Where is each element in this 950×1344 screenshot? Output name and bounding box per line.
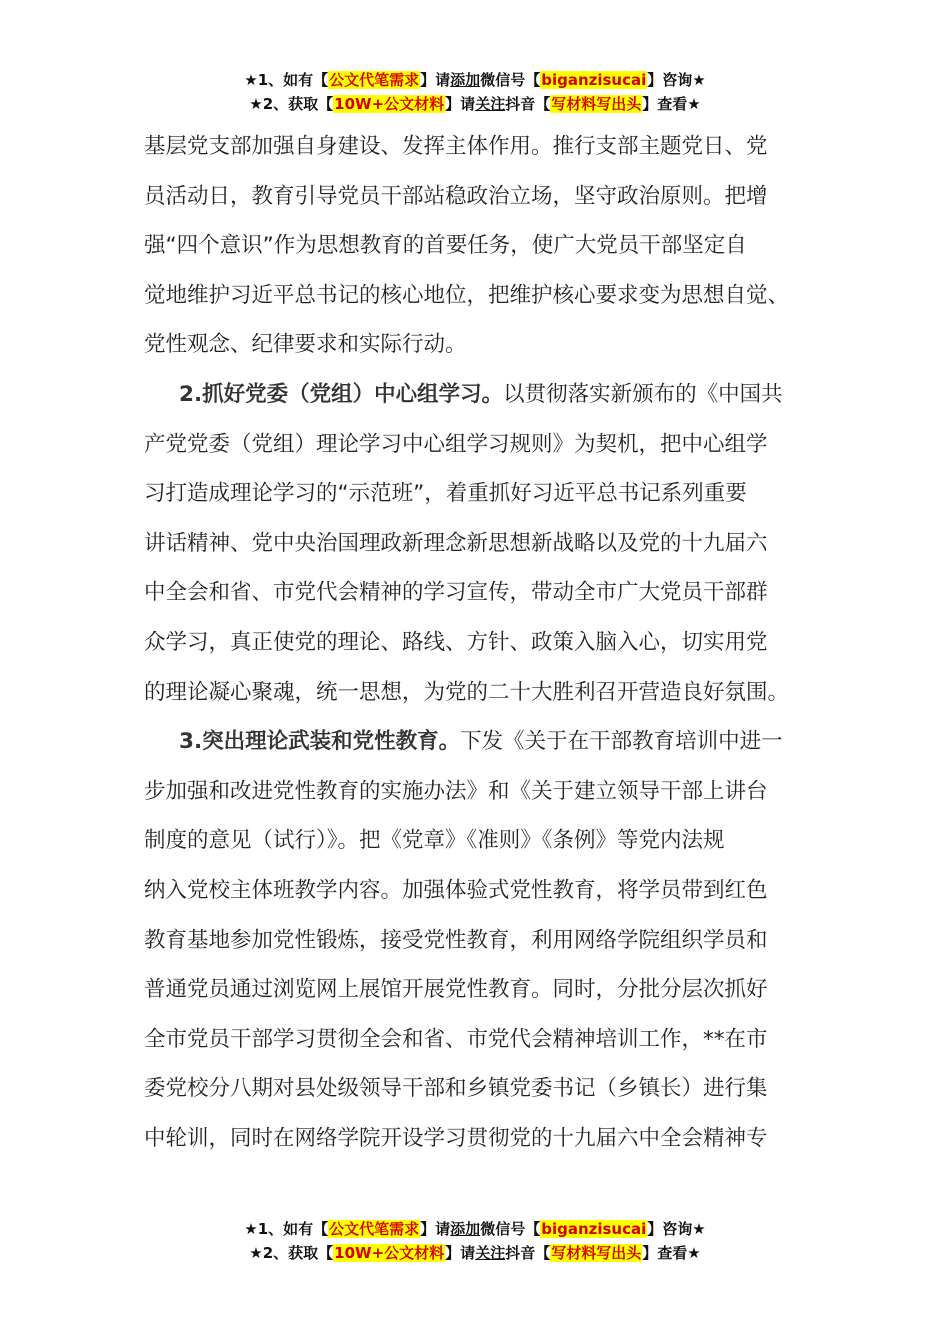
highlight-text: 公文代笔需求 (329, 1220, 420, 1238)
text-line: 制度的意见（试行）》。把《党章》《准则》《条例》等党内法规 (144, 828, 725, 854)
underlined-text: 关注 (475, 95, 506, 113)
paragraph-1 (144, 122, 814, 370)
star-icon: ★ (244, 1220, 258, 1238)
banner-text: 2、获取【 (262, 95, 334, 113)
banner-text: 】请 (445, 95, 476, 113)
text-line: 产党党委（党组）理论学习中心组学习规则》为契机，把中心组学 (144, 431, 768, 457)
star-icon: ★ (249, 1244, 263, 1262)
banner-text: 】咨询 (647, 71, 693, 89)
section-heading: 3.突出理论武装和党性教育。 (179, 729, 461, 755)
banner-text: 微信号【 (480, 71, 541, 89)
highlight-text: 公文代笔需求 (329, 71, 420, 89)
text-line: 中轮训，同时在网络学院开设学习贯彻党的十九届六中全会精神专 (144, 1125, 768, 1151)
header-banner (0, 68, 950, 116)
banner-text: 】请 (445, 1244, 476, 1262)
text-line (144, 717, 814, 767)
footer-banner-line-2 (0, 1241, 950, 1265)
paragraph-2 (144, 370, 814, 717)
star-icon: ★ (687, 1244, 701, 1262)
text-line: 习打造成理论学习的“示范班”，着重抓好习近平总书记系列重要 (144, 481, 747, 507)
highlight-text: 10W+公文材料 (334, 95, 445, 113)
star-icon: ★ (692, 1220, 706, 1238)
text-line: 的理论凝心聚魂，统一思想，为党的二十大胜利召开营造良好氛围。 (144, 679, 790, 705)
text-line: 讲话精神、党中央治国理政新理念新思想新战略以及党的十九届六 (144, 530, 768, 556)
text-line: 强“四个意识”作为思想教育的首要任务，使广大党员干部坚定自 (144, 233, 747, 259)
highlight-text: 10W+公文材料 (334, 1244, 445, 1262)
underlined-text: 添加 (450, 71, 481, 89)
text-line (144, 370, 814, 420)
text-run: 下发《关于在干部教育培训中进一 (460, 729, 783, 755)
underlined-text: 关注 (475, 1244, 506, 1262)
star-icon: ★ (687, 95, 701, 113)
banner-text: 】咨询 (647, 1220, 693, 1238)
banner-text: 】请 (420, 1220, 451, 1238)
text-line: 员活动日，教育引导党员干部站稳政治立场，坚守政治原则。把增 (144, 183, 768, 209)
text-line: 步加强和改进党性教育的实施办法》和《关于建立领导干部上讲台 (144, 778, 768, 804)
banner-text: 抖音【 (505, 1244, 551, 1262)
wechat-id: biganzisucai (541, 71, 647, 89)
star-icon: ★ (692, 71, 706, 89)
banner-text: 1、如有【 (257, 1220, 329, 1238)
banner-text: 】查看 (642, 1244, 688, 1262)
text-run: 以贯彻落实新颁布的《中国共 (503, 381, 783, 407)
header-banner-line-2 (0, 92, 950, 116)
banner-text: 微信号【 (480, 1220, 541, 1238)
banner-text: 】请 (420, 71, 451, 89)
text-line: 委党校分八期对县处级领导干部和乡镇党委书记（乡镇长）进行集 (144, 1076, 768, 1102)
text-line: 纳入党校主体班教学内容。加强体验式党性教育，将学员带到红色 (144, 877, 768, 903)
text-line: 全市党员干部学习贯彻全会和省、市党代会精神培训工作，**在市 (144, 1026, 768, 1052)
footer-banner (0, 1217, 950, 1265)
paragraph-3 (144, 717, 814, 1163)
text-line: 中全会和省、市党代会精神的学习宣传，带动全市广大党员干部群 (144, 580, 768, 606)
banner-text: 1、如有【 (257, 71, 329, 89)
banner-text: 】查看 (642, 95, 688, 113)
text-line: 党性观念、纪律要求和实际行动。 (144, 332, 467, 358)
text-line: 众学习，真正使党的理论、路线、方针、政策入脑入心，切实用党 (144, 629, 768, 655)
text-line: 教育基地参加党性锻炼，接受党性教育，利用网络学院组织学员和 (144, 927, 768, 953)
star-icon: ★ (244, 71, 258, 89)
wechat-id: biganzisucai (541, 1220, 647, 1238)
douyin-account: 写材料写出头 (551, 1244, 642, 1262)
footer-banner-line-1 (0, 1217, 950, 1241)
text-line: 觉地维护习近平总书记的核心地位，把维护核心要求变为思想自觉、 (144, 282, 790, 308)
star-icon: ★ (249, 95, 263, 113)
text-line: 普通党员通过浏览网上展馆开展党性教育。同时，分批分层次抓好 (144, 977, 768, 1003)
text-line: 基层党支部加强自身建设、发挥主体作用。推行支部主题党日、党 (144, 134, 768, 159)
banner-text: 2、获取【 (262, 1244, 334, 1262)
section-heading: 2.抓好党委（党组）中心组学习。 (179, 381, 504, 407)
header-banner-line-1 (0, 68, 950, 92)
douyin-account: 写材料写出头 (551, 95, 642, 113)
document-body (144, 122, 814, 1163)
underlined-text: 添加 (450, 1220, 481, 1238)
banner-text: 抖音【 (505, 95, 551, 113)
